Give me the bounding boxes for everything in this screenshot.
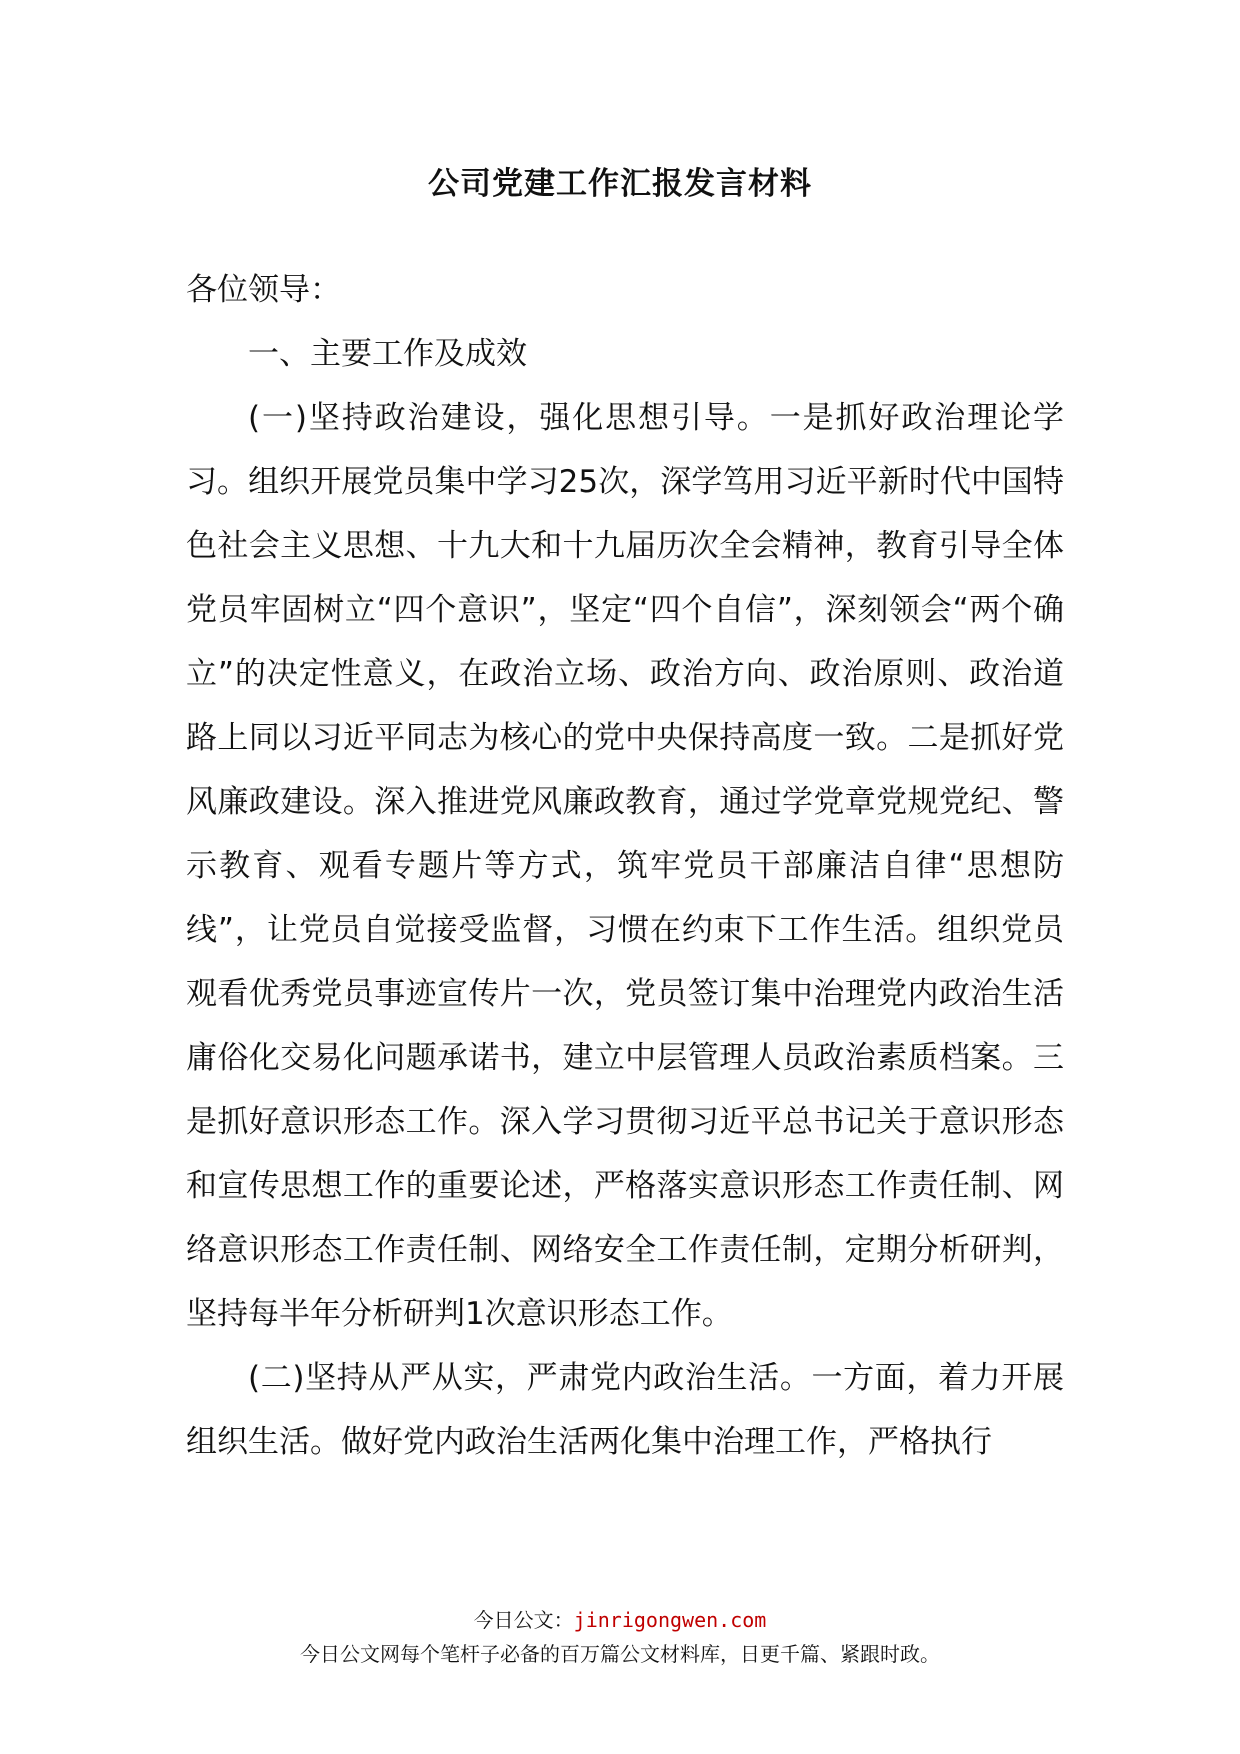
salutation: 各位领导： <box>186 272 341 308</box>
footer-site-label: 今日公文： <box>473 1608 574 1632</box>
section-heading: 一、主要工作及成效 <box>248 336 527 372</box>
document-body <box>186 258 1064 1474</box>
paragraph-2: (二)坚持从严从实，严肃党内政治生活。一方面，着力开展组织生活。做好党内政治生活两化集中治理工作，严格执行 <box>186 1360 1064 1460</box>
footer-tagline: 今日公文网每个笔杆子必备的百万篇公文材料库，日更千篇、紧跟时政。 <box>300 1642 940 1666</box>
footer-site-line <box>0 1604 1240 1633</box>
paragraph-1: (一)坚持政治建设，强化思想引导。一是抓好政治理论学习。组织开展党员集中学习25次，深学笃用习近平新时代中国特色社会主义思想、十九大和十九届历次全会精神，教育引导全体党员牢固树立“四个意识”，坚定“四个自信”，深刻领会“两个确立”的决定性意义，在政治立场、政治方向、政治原则、政治道路上同以习近平同志为核心的党中央保持高度一致。二是抓好党风廉政建设。深入推进党风廉政教育，通过学党章党规党纪、警示教育、观看专题片等方式，筑牢党员干部廉洁自律“思想防线”，让党员自觉接受监督，习惯在约束下工作生活。组织党员观看优秀党员事迹宣传片一次，党员签订集中治理党内政治生活庸俗化交易化问题承诺书，建立中层管理人员政治素质档案。三是抓好意识形态工作。深入学习贯彻习近平总书记关于意识形态和宣传思想工作的重要论述，严格落实意识形态工作责任制、网络意识形态工作责任制、网络安全工作责任制，定期分析研判，坚持每半年分析研判1次意识形态工作。 <box>186 400 1064 1332</box>
document-title: 公司党建工作汇报发言材料 <box>428 166 812 202</box>
footer-site-url[interactable]: jinrigongwen.com <box>573 1608 767 1632</box>
